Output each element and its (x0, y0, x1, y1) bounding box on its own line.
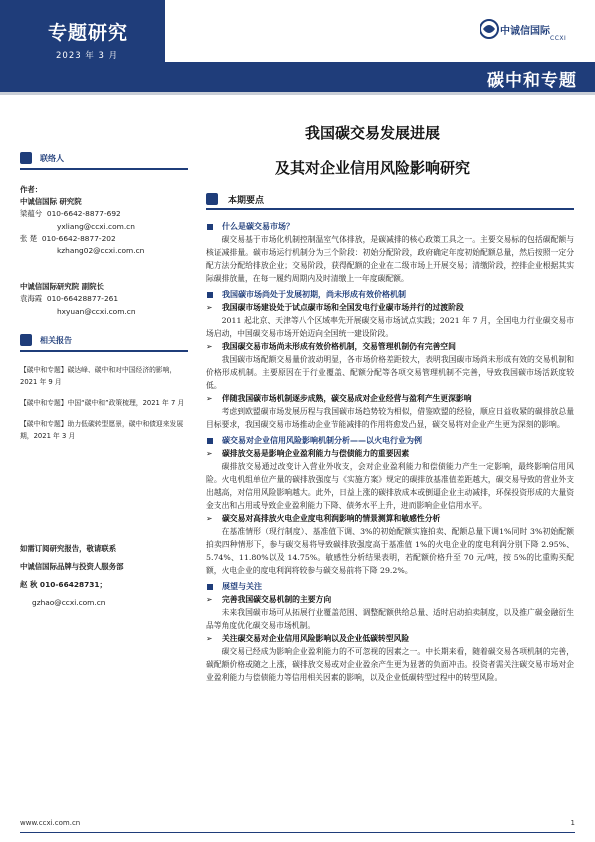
author-2-email[interactable]: kzhang02@ccxi.com.cn (57, 246, 145, 256)
header-divider (0, 92, 595, 95)
contact-section-head (20, 150, 188, 170)
person-icon (20, 152, 32, 164)
author-2-name: 张 楚 (20, 233, 38, 243)
author-1-email[interactable]: yxliang@ccxi.com.cn (57, 221, 135, 231)
vice-president-title: 中诚信国际研究院 副院长 (20, 282, 104, 292)
key-points-icon (206, 193, 218, 205)
arrow-icon: ➢ (206, 595, 213, 604)
report-date: 2023 年 3 月 (56, 51, 119, 61)
author-1-name: 梁蕴兮 (20, 209, 43, 219)
vp-contact (20, 293, 188, 305)
report-title-line1: 我国碳交易发展进展 (304, 124, 440, 142)
sub-title: ➢ 伴随我国碳市场机制逐步成熟，碳交易成对企业经营与盈利产生更深影响 (206, 394, 472, 403)
report-title-line2: 及其对企业信用风险影响研究 (274, 159, 470, 177)
paragraph: 碳交易已经成为影响企业盈利能力的不可忽视的因素之一。中长期来看，随着碳交易各项机制的完善，碳配额价格或随之上涨，碳排放交易或对企业盈余产生更为显著的负面冲击。投资者需关注碳交易市场对企业盈利能力与偿债能力等信用相关因素的影响，以及企业低碳转型过程中的转型风险。 (206, 647, 574, 682)
related-label: 相关报告 (40, 335, 72, 345)
footer-line (20, 832, 575, 833)
arrow-icon: ➢ (206, 342, 213, 351)
sub-title: ➢ 碳排放交易是影响企业盈利能力与偿债能力的重要因素 (206, 449, 410, 458)
paragraph: 我国碳市场配额交易量价波动明显，各市场价格差距较大，表明我国碳市场尚未形成有效的交易机制和价格形成机制。主要原因在于行业覆盖、配额分配等各项交易管理机制不完善，导致我国碳市场活跃度较低。 (206, 355, 574, 390)
footer-website[interactable]: www.ccxi.com.cn (20, 819, 81, 827)
paragraph: 碳交易基于市场化机制控制温室气体排放，是碳减排的核心政策工具之一。主要交易标的包括碳配额与核证减排量。碳市场运行机制分为三个阶段：初始分配阶段，政府确定年度初始配额总量，然后按照一定分配方法分配给排放企业；交易阶段，获得配额的企业在二级市场上开展交易；清缴阶段，控排企业根据其实际碳排放量，在每一履约周期内及时清缴上一年度碳配额。 (206, 235, 574, 283)
author-1 (20, 208, 188, 220)
key-points-head (206, 190, 574, 210)
author-1-phone: 010-6642-8877-692 (46, 209, 121, 219)
section-title: 碳交易对企业信用风险影响机制分析——以火电行业为例 (206, 434, 574, 447)
contact-label: 联络人 (40, 154, 64, 163)
document-icon (20, 334, 32, 346)
author-label: 作者： (20, 185, 43, 194)
logo-sub: CCXI (550, 35, 567, 42)
paragraph: 碳排放交易通过改变计入营业外收支，会对企业盈利能力和偿债能力产生一定影响，最终影响信用风险。火电机组单位产量的碳排放强度与《实施方案》规定的碳排放基准值差距越大，碳交易导致的营业外支出越高，对信用风险影响越大。此外，日益上涨的碳排放成本或倒逼企业主动减排，环保投资形成的大量资金支出和占用或导致企业盈利能力下降、债务水平上升，进而影响企业信用水平。 (206, 462, 574, 510)
paragraph: 未来我国碳市场可从拓展行业覆盖范围、调整配额供给总量、适时启动拍卖制度，以及推广碳金融衍生品等角度优化碳交易市场机制。 (206, 608, 574, 630)
related-report-3[interactable]: 【碳中和专题】助力低碳转型愿景，碳中和债迎来发展期，2021 年 3 月 (20, 419, 184, 440)
sub-title: ➢ 我国碳市场建设处于试点碳市场和全国发电行业碳市场并行的过渡阶段 (206, 303, 464, 312)
section-title: 我国碳市场尚处于发展初期，尚未形成有效价格机制 (206, 288, 574, 301)
sub-title: ➢ 碳交易对高排放火电企业度电利润影响的情景测算和敏感性分析 (206, 514, 441, 523)
section-title: 展望与关注 (206, 580, 574, 593)
author-2 (20, 233, 188, 245)
related-report-2[interactable]: 【碳中和专题】中国“碳中和”政策梳理，2021 年 7 月 (20, 398, 185, 407)
arrow-icon: ➢ (206, 514, 213, 523)
page-number: 1 (570, 819, 575, 827)
key-points-label: 本期要点 (228, 196, 265, 206)
service-dept: 中诚信国际品牌与投资人服务部 (20, 562, 124, 572)
paragraph: 考虑到欧盟碳市场发展历程与我国碳市场趋势较为相似，借鉴欧盟的经验，顺应日益收紧的碳排放总量目标要求，我国碳交易市场推动企业节能减排的作用将愈发凸显，碳交易将对企业产生更为深刻的影响。 (206, 407, 574, 429)
vp-email[interactable]: hxyuan@ccxi.com.cn (57, 306, 136, 316)
section-title: 什么是碳交易市场？ (206, 220, 574, 233)
related-report-1[interactable]: 【碳中和专题】碳达峰、碳中和对中国经济的影响，2021 年 9 月 (20, 365, 177, 386)
sub-title: ➢ 关注碳交易对企业信用风险影响以及企业低碳转型风险 (206, 634, 410, 643)
sidebar (20, 150, 188, 610)
paragraph: 2011 起北京、天津等八个区域率先开展碳交易市场试点实践；2021 年 7 月，全国电力行业碳交易市场启动，中国碳交易市场开始迈向全国统一建设阶段。 (206, 316, 574, 338)
vp-name: 袁海霞 (20, 294, 43, 304)
author-2-phone: 010-6642-8877-202 (41, 233, 116, 243)
institute: 中诚信国际 研究院 (20, 197, 82, 207)
contact-person: 赵 秋 010-66428731； (20, 580, 107, 590)
sub-title: ➢ 完善我国碳交易机制的主要方向 (206, 595, 332, 604)
topic-title: 碳中和专题 (487, 71, 577, 91)
logo-name: 中诚信国际 (500, 26, 550, 37)
related-section-head (20, 332, 188, 352)
arrow-icon: ➢ (206, 634, 213, 643)
subscribe-line: 如需订阅研究报告，敬请联系 (20, 543, 117, 553)
contact-email[interactable]: gzhao@ccxi.com.cn (32, 598, 106, 608)
arrow-icon: ➢ (206, 394, 213, 403)
paragraph: 在基准情形（现行制度）、基准值下调、3%的初始配额实施拍卖、配额总量下调1%同时 3%初始配额拍卖四种情形下，参与碳交易将导致碳排放强度高于基准值 1%的火电企业的度电利润分别下降 2.95%、5.74%、11.80%以及 14.75%。敏感性分析结果表明，若配额价格升至 70 元/吨，按 5%的比重购买配额，火电企业的度电利润将较参与碳交易前将下降 29.2%。 (206, 527, 574, 575)
report-type: 专题研究 (48, 22, 129, 44)
vp-phone: 010-66428877-261 (46, 294, 119, 304)
main-content (206, 190, 574, 684)
arrow-icon: ➢ (206, 449, 213, 458)
arrow-icon: ➢ (206, 303, 213, 312)
sub-title: ➢ 我国碳交易市场尚未形成有效价格机制，交易管理机制仍有完善空间 (206, 342, 456, 351)
